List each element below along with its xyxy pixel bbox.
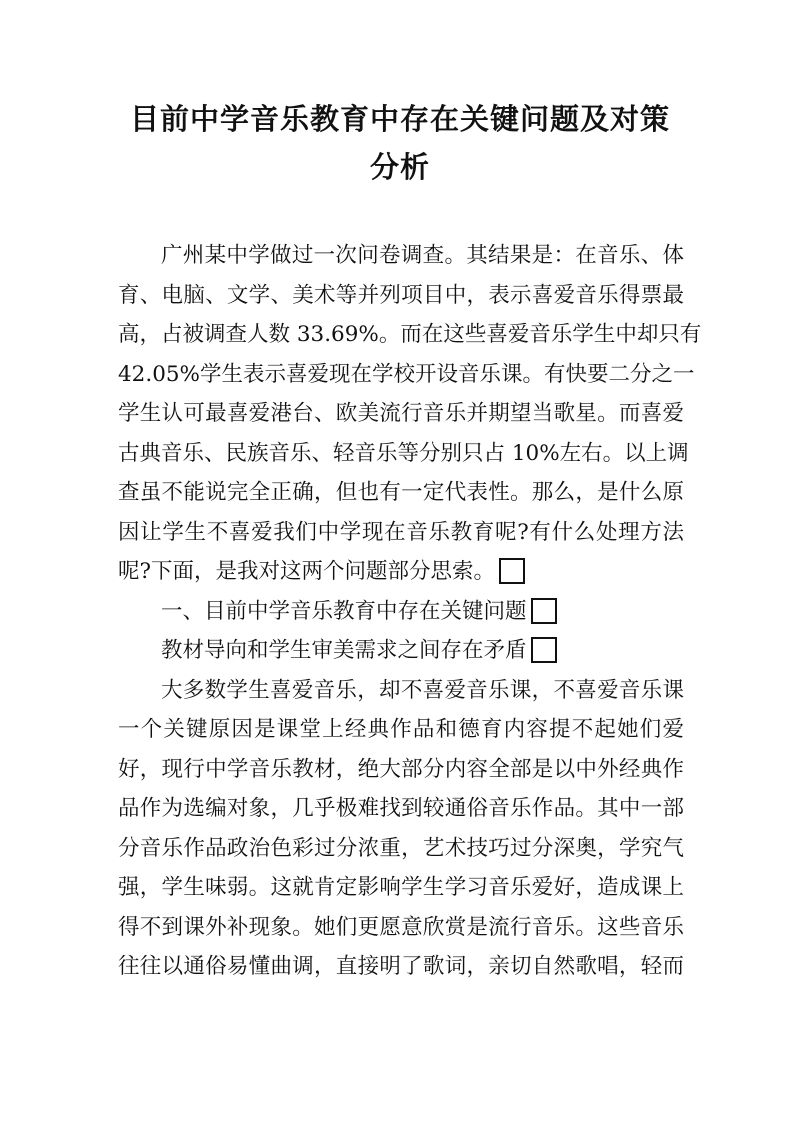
text-line: 古典音乐、民族音乐、轻音乐等分别只占 10%左右。以上调 bbox=[118, 440, 689, 466]
text-line: 好，现行中学音乐教材，绝大部分内容全部是以中外经典作 bbox=[118, 756, 684, 782]
title-line-1: 目前中学音乐教育中存在关键问题及对策 bbox=[129, 102, 670, 136]
text-line: 因让学生不喜爱我们中学现在音乐教育呢?有什么处理方法 bbox=[118, 519, 684, 545]
heading-line: 教材导向和学生审美需求之间存在矛盾 bbox=[118, 631, 684, 671]
text-line: 品作为选编对象，几乎极难找到较通俗音乐作品。其中一部 bbox=[118, 796, 684, 821]
text-line: 高，占被调查人数 33.69%。而在这些喜爱音乐学生中却只有 bbox=[118, 322, 702, 347]
text-line-end: 呢?下面，是我对这两个问题部分思索。 bbox=[118, 552, 684, 592]
section-heading-2 bbox=[118, 631, 684, 671]
text-line: 大多数学生喜爱音乐，却不喜爱音乐课，不喜爱音乐课 bbox=[161, 677, 684, 703]
placeholder-box-icon bbox=[499, 558, 525, 584]
placeholder-box-icon bbox=[531, 637, 557, 663]
text-line: 广州某中学做过一次问卷调查。其结果是：在音乐、体 bbox=[161, 243, 684, 268]
heading-line: 一、目前中学音乐教育中存在关键问题 bbox=[118, 592, 684, 632]
text-line: 分音乐作品政治色彩过分浓重，艺术技巧过分深奥，学究气 bbox=[118, 835, 684, 861]
paragraph-textbook bbox=[118, 671, 684, 987]
text-line: 学生认可最喜爱港台、欧美流行音乐并期望当歌星。而喜爱 bbox=[118, 401, 684, 426]
text-line: 得不到课外补现象。她们更愿意欣赏是流行音乐。这些音乐 bbox=[118, 914, 684, 940]
text-line: 查虽不能说完全正确，但也有一定代表性。那么，是什么原 bbox=[118, 480, 684, 505]
text-line: 育、电脑、文学、美术等并列项目中，表示喜爱音乐得票最 bbox=[118, 282, 684, 308]
text-line: 强，学生味弱。这就肯定影响学生学习音乐爱好，造成课上 bbox=[118, 875, 684, 900]
document-body bbox=[118, 236, 702, 987]
text-line: 往往以通俗易懂曲调，直接明了歌词，亲切自然歌唱，轻而 bbox=[118, 954, 684, 979]
text-line: 一个关键原因是课堂上经典作品和德育内容提不起她们爱 bbox=[118, 717, 684, 742]
text-line: 42.05%学生表示喜爱现在学校开设音乐课。有快要二分之一 bbox=[118, 361, 695, 387]
section-heading-1 bbox=[118, 592, 684, 632]
placeholder-box-icon bbox=[531, 598, 557, 624]
page-title bbox=[100, 95, 700, 191]
paragraph-survey bbox=[118, 236, 702, 592]
title-line-2: 分析 bbox=[369, 150, 430, 184]
